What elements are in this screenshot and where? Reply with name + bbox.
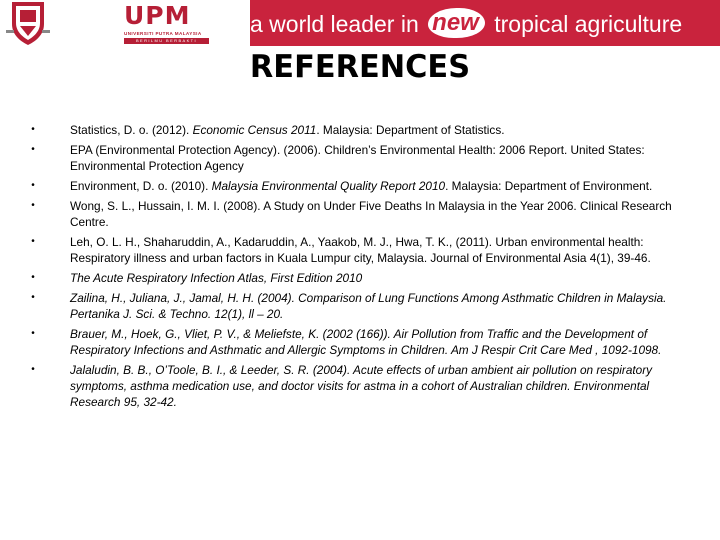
reference-text-italic: Zailina, H., Juliana, J., Jamal, H. H. (2004). Comparison of Lung Functions Among Asthmatic Children in Malaysia. Pertanika J. Sci. & Techno. 12(1), ll – 20. bbox=[70, 291, 667, 321]
reference-item bbox=[28, 178, 688, 194]
upm-crest-logo bbox=[6, 0, 50, 46]
reference-item bbox=[28, 290, 688, 322]
reference-item bbox=[28, 362, 688, 410]
slide-title: REFERENCES bbox=[249, 49, 471, 85]
upm-logo-text: UPM bbox=[124, 1, 191, 30]
bullet-icon: • bbox=[31, 364, 35, 375]
reference-text-italic: Jalaludin, B. B., O’Toole, B. I., & Leeder, S. R. (2004). Acute effects of urban ambient air pollution on respiratory symptoms, asthma medication use, and doctor visits for astma in a cohort of Australian children. Environmental Research 95, 32-42. bbox=[70, 363, 653, 409]
reference-item bbox=[28, 234, 688, 266]
reference-text-italic: Brauer, M., Hoek, G., Vliet, P. V., & Meliefste, K. (2002 (166)). Air Pollution from Traffic and the Development of Respiratory Infections and Asthmatic and Allergic Symptoms in Children. Am J Respir Crit Care Med , 1092-1098. bbox=[70, 327, 662, 357]
reference-item bbox=[28, 198, 688, 230]
header-banner bbox=[0, 0, 720, 48]
bullet-icon: • bbox=[31, 124, 35, 135]
bullet-icon: • bbox=[31, 180, 35, 191]
reference-item bbox=[28, 142, 688, 174]
bullet-icon: • bbox=[31, 328, 35, 339]
bullet-icon: • bbox=[31, 200, 35, 211]
bullet-icon: • bbox=[31, 236, 35, 247]
bullet-icon: • bbox=[31, 272, 35, 283]
bullet-icon: • bbox=[31, 144, 35, 155]
reference-text-pre: Environment, D. o. (2010). bbox=[70, 179, 212, 193]
reference-text-post: . Malaysia: Department of Environment. bbox=[445, 179, 653, 193]
reference-text-italic: Economic Census 2011 bbox=[192, 123, 317, 137]
reference-text-post: . Malaysia: Department of Statistics. bbox=[316, 123, 505, 137]
reference-text-italic: Malaysia Environmental Quality Report 2010 bbox=[211, 179, 446, 193]
reference-item bbox=[28, 326, 688, 358]
bullet-icon: • bbox=[31, 292, 35, 303]
reference-item bbox=[28, 122, 688, 138]
university-name: UNIVERSITI PUTRA MALAYSIA bbox=[124, 31, 202, 36]
reference-text-pre: EPA (Environmental Protection Agency). (2006). Children’s Environmental Health: 2006 Report. United States: Environmental Protection Agency bbox=[70, 143, 645, 173]
reference-item bbox=[28, 270, 688, 286]
reference-text-pre: Statistics, D. o. (2012). bbox=[70, 123, 193, 137]
university-motto: BERILMU BERBAKTI bbox=[124, 38, 209, 44]
tagline-before: a world leader in bbox=[250, 11, 419, 37]
tagline bbox=[250, 6, 682, 42]
reference-list bbox=[28, 122, 688, 414]
reference-text-pre: Leh, O. L. H., Shaharuddin, A., Kadaruddin, A., Yaakob, M. J., Hwa, T. K., (2011). Urban environmental health: Respiratory illness and urban factors in Kuala Lumpur city, Malaysia. Journal of Environmental Asia 4(1), 39-46. bbox=[70, 235, 651, 265]
tagline-new-badge: new bbox=[428, 8, 485, 38]
reference-text-italic: The Acute Respiratory Infection Atlas, First Edition 2010 bbox=[70, 271, 363, 285]
reference-text-pre: Wong, S. L., Hussain, I. M. I. (2008). A Study on Under Five Deaths In Malaysia in the Year 2006. Clinical Research Centre. bbox=[70, 199, 672, 229]
tagline-after: tropical agriculture bbox=[494, 11, 683, 37]
